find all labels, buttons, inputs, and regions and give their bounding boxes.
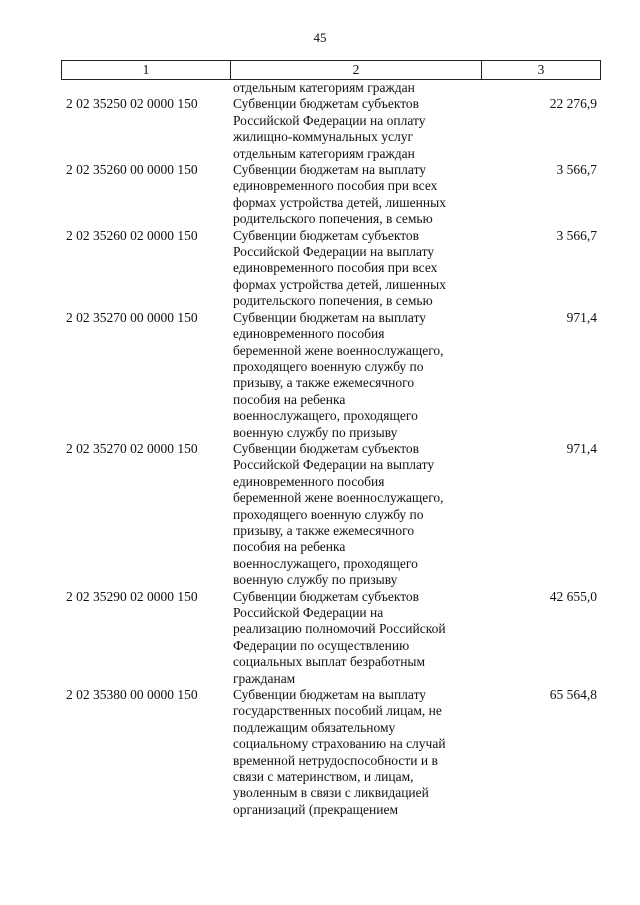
table-row [61, 441, 601, 589]
table-row [61, 228, 601, 310]
name-line: единовременного пособия [233, 473, 385, 489]
revenue-name [230, 687, 481, 818]
budget-code: 2 02 35250 02 0000 150 [66, 96, 198, 112]
amount-value: 3 566,7 [556, 162, 597, 178]
name-line: военную службу по призыву [233, 572, 398, 588]
name-line: проходящего военную службу по [233, 358, 424, 374]
name-line: Российской Федерации на [233, 605, 384, 620]
name-line: Субвенции бюджетам субъектов [233, 227, 420, 243]
amount-value: 971,4 [566, 440, 597, 456]
name-line: Субвенции бюджетам на выплату [233, 309, 427, 325]
header-col-2: 2 [231, 61, 482, 79]
header-col-1: 1 [62, 61, 231, 79]
table-rows [61, 96, 601, 818]
name-line: организаций (прекращением [233, 801, 398, 817]
table-row [61, 96, 601, 162]
budget-code: 2 02 35290 02 0000 150 [66, 588, 198, 604]
table-row [61, 162, 601, 228]
amount-value: 42 655,0 [549, 588, 597, 604]
name-line: военную службу по призыву [233, 424, 398, 440]
name-line: пособия на ребенка [233, 391, 346, 407]
continuation-row [61, 80, 601, 96]
name-line: Субвенции бюджетам на выплату [233, 687, 427, 703]
name-line: беременной жене военнослужащего, [233, 342, 444, 358]
revenue-name [230, 228, 481, 310]
revenue-name [230, 96, 481, 162]
header-col-3: 3 [537, 62, 545, 77]
revenue-name [230, 589, 481, 687]
amount-value: 65 564,8 [549, 687, 597, 703]
name-line: Федерации по осуществлению [233, 637, 410, 653]
name-line: государственных пособий лицам, не [233, 703, 442, 719]
table-row [61, 687, 601, 818]
name-line: проходящего военную службу по [233, 506, 424, 522]
name-line: Российской Федерации на выплату [233, 244, 435, 260]
name-line: призыву, а также ежемесячного [233, 375, 415, 391]
name-line: отдельным категориям граждан [233, 145, 415, 161]
amount-value: 3 566,7 [556, 227, 597, 243]
continuation-text [230, 80, 481, 96]
name-line: Субвенции бюджетам на выплату [233, 162, 427, 178]
name-line: родительского попечения, в семью [233, 293, 433, 309]
name-line: единовременного пособия [233, 326, 385, 342]
name-line: формах устройства детей, лишенных [233, 194, 446, 210]
budget-code: 2 02 35270 02 0000 150 [66, 440, 198, 456]
amount-value: 22 276,9 [549, 96, 597, 112]
name-line: пособия на ребенка [233, 539, 346, 555]
table-body [61, 80, 601, 818]
budget-code: 2 02 35260 00 0000 150 [66, 162, 198, 178]
table-row [61, 589, 601, 687]
name-line: формах устройства детей, лишенных [233, 276, 446, 292]
revenue-name [230, 441, 481, 589]
name-line: социальных выплат безработным [233, 654, 426, 670]
budget-code: 2 02 35380 00 0000 150 [66, 687, 198, 703]
name-line: гражданам [233, 670, 296, 686]
name-line: Российской Федерации на оплату [233, 112, 426, 128]
name-line: призыву, а также ежемесячного [233, 522, 415, 538]
name-line: родительского попечения, в семью [233, 211, 433, 227]
name-line: жилищно-коммунальных услуг [233, 129, 413, 145]
budget-code: 2 02 35270 00 0000 150 [66, 309, 198, 325]
amount-value: 971,4 [566, 309, 597, 325]
name-line: единовременного пособия при всех [233, 178, 438, 194]
name-line: отдельным категориям граждан [233, 80, 415, 95]
name-line: уволенным в связи с ликвидацией [233, 785, 429, 801]
revenue-name [230, 310, 481, 441]
name-line: подлежащим обязательному [233, 719, 396, 735]
table-row [61, 310, 601, 441]
name-line: временной нетрудоспособности и в [233, 752, 438, 768]
budget-code: 2 02 35260 02 0000 150 [66, 227, 198, 243]
name-line: Субвенции бюджетам субъектов [233, 440, 420, 456]
name-line: Субвенции бюджетам субъектов [233, 96, 420, 112]
page-number: 45 [313, 30, 327, 45]
name-line: Субвенции бюджетам субъектов [233, 588, 420, 604]
name-line: Российской Федерации на выплату [233, 457, 435, 473]
name-line: военнослужащего, проходящего [233, 555, 418, 571]
name-line: военнослужащего, проходящего [233, 408, 418, 424]
table-header [61, 60, 601, 80]
name-line: социальному страхованию на случай [233, 736, 446, 752]
revenue-name [230, 162, 481, 228]
name-line: связи с материнством, и лицам, [233, 769, 414, 785]
name-line: беременной жене военнослужащего, [233, 490, 444, 506]
name-line: реализацию полномочий Российской [233, 621, 446, 637]
name-line: единовременного пособия при всех [233, 260, 438, 276]
